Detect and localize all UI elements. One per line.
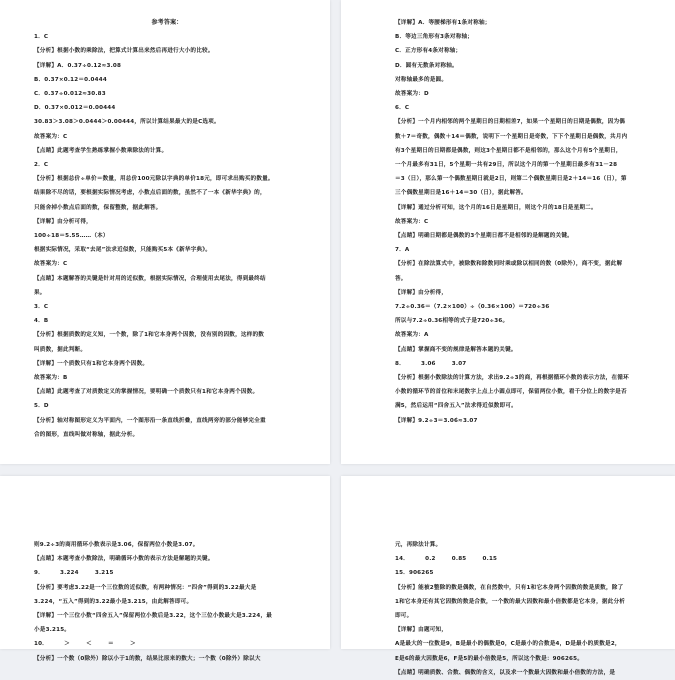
text-line: 数＋7＝奇数，偶数＋14＝偶数，说明下一个星期日是奇数，下下个星期日是偶数，共月内 [395, 133, 628, 140]
text-line: 2．C [34, 162, 49, 169]
document-page-2 [341, 0, 675, 464]
text-line: 【点睛】此题考查了对质数定义的掌握情况，要明确一个质数只有1和它本身两个因数。 [34, 389, 259, 396]
page-3-content [34, 538, 300, 666]
text-line: ＝3（日），那么第一个偶数星期日就是2日，则第二个偶数星期日是2＋14＝16（日），第 [395, 176, 627, 183]
text-line: 故答案为：B [34, 375, 68, 382]
text-line: E是6的最大因数是6，F是5的最小倍数是5，所以这个数是：906265。 [395, 655, 584, 662]
text-line: 叫质数，据此判断。 [34, 346, 87, 353]
text-line: 【详解】一个质数只有1和它本身两个因数。 [34, 360, 149, 367]
text-line: 7.2÷0.36＝（7.2×100）÷（0.36×100）＝720÷36 [395, 304, 550, 311]
text-line: 故答案为：C [395, 218, 429, 225]
text-line: 【详解】9.2÷3＝3.06̇≈3.07 [395, 417, 478, 424]
text-line: 【点睛】掌握商不变的规律是解答本题的关键。 [395, 346, 517, 353]
text-line: B．0.37×0.12＝0.0444 [34, 76, 107, 83]
text-line: 一个月最多有31日，5个星期一共有29日，所以这个月的第一个星期日最多有31－28 [395, 162, 618, 169]
text-line: 只能舍掉小数点后面的数，保留整数，据此解答。 [34, 204, 162, 211]
text-line: 结果除不尽的话，要根据实际情况考虑，小数点后面的数，虽然不了一本《新华字典》的， [34, 190, 266, 197]
document-page-4 [341, 476, 675, 676]
text-line: 小数的循环节的首位和末尾数字上点上小圆点即可，保留两位小数，看千分位上的数字是否 [395, 389, 627, 396]
text-line: 5．D [34, 403, 49, 410]
text-line: 【详解】A．0.37÷0.12≈3.08 [34, 62, 122, 69]
text-line: 【详解】A．等腰梯形有1条对称轴； [395, 20, 491, 26]
text-line: 【分析】根据质数的定义知，一个数，除了1和它本身两个因数，没有别的因数，这样的数 [34, 332, 265, 339]
text-line: 【分析】要考虑3.22是一个三位数的近似数，有两种情况：“四舍”得到的3.22最大是 [34, 584, 257, 591]
document-page-1 [0, 0, 330, 464]
text-line: 根据实际情况，采取“去尾”法求近似数，只能购买5本《新华字典》。 [34, 247, 212, 254]
text-line: 15．906265 [395, 570, 434, 577]
text-line: 【点睛】本题考查小数除法，明确循环小数的表示方法是解题的关键。 [34, 556, 214, 563]
text-line: 【详解】一个三位小数“四舍五入”保留两位小数后是3.22，这个三位小数最大是3.224，最 [34, 613, 273, 620]
text-line: 满5，然后运用“四舍五入”法求得近似数即可。 [395, 403, 517, 410]
text-line: 7．A [395, 247, 410, 254]
text-line: 10． ＞ ＜ ＝ ＞ [34, 641, 136, 648]
text-line: 1和它本身还有其它因数的数是合数，一个数的最大因数和最小倍数都是它本身，据此分析 [395, 598, 626, 605]
text-line: D．圆有无数条对称轴。 [395, 62, 458, 69]
text-line: 3.224，“五入”得到的3.22最小是3.215，由此解答即可。 [34, 598, 193, 605]
text-line: 【详解】由题可知， [395, 627, 448, 634]
text-line: 【点睛】此题考查学生熟练掌握小数乘除法的计算。 [34, 147, 168, 154]
answer-key-title: 参考答案： [151, 19, 183, 26]
text-line: D．0.37×0.012＝0.00444 [34, 105, 116, 112]
text-line: 故答案为：C [34, 261, 68, 268]
text-line: 【点睛】明确日期都是偶数的3个星期日都不是相邻的是解题的关键。 [395, 233, 573, 240]
text-line: 答。 [395, 275, 407, 282]
text-line: 6．C [395, 105, 410, 112]
text-line: 【点睛】明确质数、合数、偶数的含义，以及求一个数最大因数和最小倍数的方法，是 [395, 669, 616, 676]
page-1-content [34, 16, 300, 442]
text-line: 【分析】一个月内相邻的两个星期日的日期相差7，如果一个星期日的日期是偶数，因为偶 [395, 119, 626, 126]
text-line: 【详解】通过分析可知，这个月的16日是星期日，则这个月的18日是星期二。 [395, 204, 597, 211]
text-line: A是最大的一位数是9，B是最小的偶数是0，C是最小的合数是4，D是最小的质数是2， [395, 641, 621, 648]
text-line: 3．C [34, 304, 49, 311]
text-line: 【详解】由分析得， [395, 289, 448, 296]
text-line: 【分析】一个数（0除外）除以小于1的数，结果比原来的数大；一个数（0除外）除以大 [34, 655, 261, 662]
text-line: 【分析】在除法算式中，被除数和除数同时乘或除以相同的数（0除外），商不变，据此解 [395, 261, 623, 268]
text-line: 【分析】根据小数除法的计算方法，求出9.2÷3的商，再根据循环小数的表示方法，在循环 [395, 375, 629, 382]
text-line: 三个偶数星期日是16＋14＝30（日），据此解答。 [395, 190, 527, 197]
text-line: 合的图形，直线叫做对称轴，据此分析。 [34, 431, 139, 438]
text-line: 【分析】根据小数的乘除法，把算式计算出来然后再进行大小的比较。 [34, 48, 214, 55]
text-line: 对称轴最多的是圆。 [395, 76, 448, 83]
text-line: 有3个星期日的日期都是偶数，则这3个星期日都不是相邻的，那么这个月有5个星期日， [395, 147, 622, 154]
text-line: 【分析】根据总价÷单价＝数量，用总价100元除以字典的单价18元，即可求出购买的数量。 [34, 176, 274, 183]
text-line: 【详解】由分析可得， [34, 218, 92, 225]
document-page-3 [0, 476, 330, 662]
text-line: 【点睛】本题解答的关键是针对用的近似数，根据实际情况，合理使用去尾法，得到最终结 [34, 275, 266, 282]
text-line: 故答案为：D [395, 91, 429, 98]
text-line: 8． 3.06̇ 3.07 [395, 360, 467, 367]
text-line: 【分析】轴对称图形定义为平面内，一个图形沿一条直线折叠，直线两旁的部分能够完全重 [34, 417, 266, 424]
text-line: 故答案为：C [34, 133, 68, 140]
text-line: 9． 3.224 3.215 [34, 570, 114, 577]
text-line: 100÷18＝5.55……（本） [34, 233, 109, 240]
text-line: 则9.2÷3的商用循环小数表示是3.06̇，保留两位小数是3.07。 [34, 542, 199, 548]
page-4-content [395, 538, 653, 680]
text-line: 果。 [34, 289, 46, 296]
text-line: 故答案为：A [395, 332, 429, 339]
text-line: C．0.37÷0.012≈30.83 [34, 91, 106, 98]
text-line: B．等边三角形有3条对称轴； [395, 34, 474, 41]
text-line: C．正方形有4条对称轴； [395, 48, 462, 55]
text-line: 4．B [34, 318, 49, 325]
text-line: 14． 0.2 0.85 0.15 [395, 556, 498, 563]
text-line: 【分析】能被2整除的数是偶数，在自然数中，只有1和它本身两个因数的数是质数，除了 [395, 584, 624, 591]
text-line: 小是3.215。 [34, 627, 71, 634]
text-line: 1．C [34, 34, 49, 41]
text-line: 所以与7.2÷0.36相等的式子是720÷36。 [395, 318, 509, 325]
page-2-content [395, 16, 653, 428]
text-line: 30.83＞3.08＞0.0444＞0.00444，所以计算结果最大的是C选项。 [34, 119, 220, 126]
text-line: 元，再除法计算。 [395, 542, 442, 548]
text-line: 即可。 [395, 613, 413, 620]
